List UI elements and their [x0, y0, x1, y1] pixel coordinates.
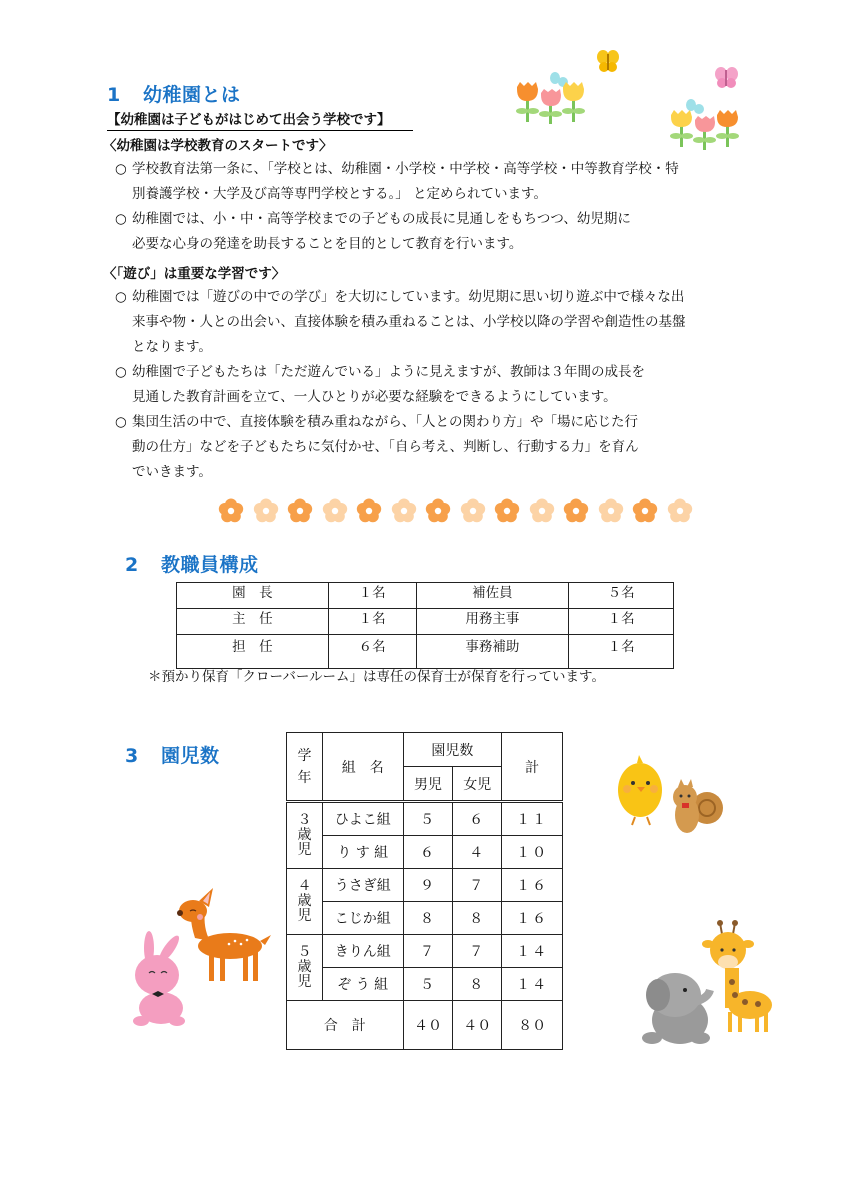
- tulips-butterflies-illustration: [505, 45, 755, 155]
- grade-label-char: 歳: [297, 959, 312, 975]
- total-header: 計: [502, 733, 563, 802]
- bullet-line: 見通した教育計画を立て、一人ひとりが必要な経験をできるようにしています。: [132, 389, 617, 405]
- flower-light-icon: [253, 498, 279, 524]
- section2-heading: [125, 550, 259, 577]
- class-name: り す 組: [322, 836, 403, 869]
- chick-icon: [618, 755, 662, 825]
- flower-light-icon: [598, 498, 624, 524]
- class-row: [287, 902, 563, 935]
- topic2-bullet: [100, 360, 770, 410]
- bullet-mark: ○: [115, 289, 127, 305]
- bullet-mark: ○: [115, 211, 127, 227]
- bullet-line: 学校教育法第一条に、「学校とは、幼稚園・小学校・中学校・高等学校・中等教育学校・特: [132, 161, 679, 177]
- bullet-line: 必要な心身の発達を助長することを目的として教育を行います。: [132, 236, 523, 252]
- class-boys: ５: [403, 968, 453, 1001]
- butterfly-yellow-icon: [597, 50, 619, 72]
- section3-number: 3: [125, 745, 139, 767]
- section2-number: 2: [125, 554, 139, 576]
- flower-dark-icon: [494, 498, 520, 524]
- class-girls: ８: [453, 902, 502, 935]
- class-girls: ６: [453, 802, 502, 836]
- sum-total: ８０: [502, 1001, 563, 1050]
- staff-row: [177, 635, 674, 669]
- class-name: こじか組: [322, 902, 403, 935]
- bullet-line: でいきます。: [132, 464, 212, 480]
- boys-header: 男児: [403, 767, 453, 802]
- staff-note: ＊預かり保育「クローバールーム」は専任の保育士が保育を行っています。: [148, 669, 605, 685]
- class-boys: ７: [403, 935, 453, 968]
- bullet-line: 幼稚園では、小・中・高等学校までの子どもの成長に見通しをもちつつ、幼児期に: [132, 211, 631, 227]
- staff-count: １名: [328, 609, 416, 635]
- grade-label-char: 児: [297, 974, 312, 990]
- grade-header-char: 学: [297, 747, 312, 764]
- flower-light-icon: [529, 498, 555, 524]
- class-boys: ５: [403, 802, 453, 836]
- topic1-heading: 〈幼稚園は学校教育のスタートです〉: [103, 138, 333, 154]
- section1-number: 1: [107, 84, 121, 106]
- deer-rabbit-illustration: [125, 883, 275, 1033]
- class-name: ぞ う 組: [322, 968, 403, 1001]
- class-total: １６: [502, 902, 563, 935]
- grade-header-char: 年: [297, 769, 312, 786]
- tulip-icon: [670, 110, 693, 147]
- staff-table: [176, 582, 674, 669]
- flower-dark-icon: [425, 498, 451, 524]
- class-name: きりん組: [322, 935, 403, 968]
- section1-heading: [107, 80, 241, 107]
- staff-role: 用務主事: [416, 609, 569, 635]
- elephant-icon: [642, 973, 710, 1044]
- grade-label-char: ５: [297, 944, 312, 960]
- butterfly-pink-icon: [715, 67, 738, 88]
- grade-label-char: 児: [297, 908, 312, 924]
- topic1-body: [100, 157, 760, 257]
- deer-icon: [177, 888, 271, 981]
- topic1-bullet: [100, 157, 760, 207]
- class-boys: ８: [403, 902, 453, 935]
- section1-subtitle: 【幼稚園は子どもがはじめて出会う学校です】: [107, 108, 413, 131]
- tulip-group-left: [516, 82, 585, 124]
- flower-dark-icon: [356, 498, 382, 524]
- topic1-bullet: [100, 207, 760, 257]
- class-boys: ６: [403, 836, 453, 869]
- sum-boys: ４０: [403, 1001, 453, 1050]
- staff-role: 園 長: [177, 583, 329, 609]
- tulip-icon: [562, 82, 585, 122]
- class-row: [287, 802, 563, 836]
- topic2-bullet: [100, 285, 770, 360]
- bullet-line: 幼稚園で子どもたちは「ただ遊んでいる」ように見えますが、教師は３年間の成長を: [132, 364, 645, 380]
- class-name: ひよこ組: [322, 802, 403, 836]
- flower-light-icon: [391, 498, 417, 524]
- chick-squirrel-illustration: [605, 745, 730, 840]
- bullet-mark: ○: [115, 364, 127, 380]
- class-total: １４: [502, 935, 563, 968]
- bullet-line: 集団生活の中で、直接体験を積み重ねながら、「人との関わり方」や「場に応じた行: [132, 414, 638, 430]
- grade-label-char: 児: [297, 842, 312, 858]
- grade-label-char: 歳: [297, 827, 312, 843]
- staff-role: 主 任: [177, 609, 329, 635]
- tulip-icon: [716, 110, 739, 147]
- bullet-line: 来事や物・人との出会い、直接体験を積み重ねることは、小学校以降の学習や創造性の基盤: [132, 314, 686, 330]
- staff-count: １名: [569, 609, 674, 635]
- header-row: [287, 733, 563, 767]
- topic2-bullet: [100, 410, 770, 485]
- flower-dark-icon: [287, 498, 313, 524]
- flower-dark-icon: [218, 498, 244, 524]
- flower-light-icon: [460, 498, 486, 524]
- section2-title: 教職員構成: [161, 554, 259, 576]
- flower-divider: [218, 498, 698, 526]
- count-header: 園児数: [403, 733, 502, 767]
- section3-title: 園児数: [161, 745, 220, 767]
- tulip-icon: [539, 89, 562, 124]
- sum-label: 合 計: [287, 1001, 404, 1050]
- flower-dark-icon: [563, 498, 589, 524]
- class-total: １６: [502, 869, 563, 902]
- class-row: [287, 935, 563, 968]
- grade-label: [287, 935, 323, 1001]
- class-total: １０: [502, 836, 563, 869]
- enrollment-table: [286, 732, 563, 1050]
- bullet-line: となります。: [132, 339, 212, 355]
- class-girls: ７: [453, 935, 502, 968]
- girls-header: 女児: [453, 767, 502, 802]
- grade-label: [287, 802, 323, 869]
- class-total: １４: [502, 968, 563, 1001]
- staff-row: [177, 609, 674, 635]
- flower-light-icon: [322, 498, 348, 524]
- bullet-line: 幼稚園では「遊びの中での学び」を大切にしています。幼児期に思い切り遊ぶ中で様々な出: [132, 289, 685, 305]
- grade-label-char: 歳: [297, 893, 312, 909]
- flower-dark-icon: [632, 498, 658, 524]
- staff-role: 担 任: [177, 635, 329, 669]
- staff-role: 事務補助: [416, 635, 569, 669]
- grade-header: [287, 733, 323, 802]
- bullet-mark: ○: [115, 414, 127, 430]
- staff-role: 補佐員: [416, 583, 569, 609]
- bullet-mark: ○: [115, 161, 127, 177]
- flower-light-icon: [667, 498, 693, 524]
- section1-title: 幼稚園とは: [143, 84, 241, 106]
- section3-heading: [125, 741, 220, 768]
- sum-girls: ４０: [453, 1001, 502, 1050]
- staff-count: ６名: [328, 635, 416, 669]
- sum-row: [287, 1001, 563, 1050]
- topic2-heading: 〈「遊び」は重要な学習です〉: [103, 266, 286, 282]
- class-row: [287, 836, 563, 869]
- giraffe-icon: [702, 920, 772, 1032]
- bullet-line: 別養護学校・大学及び高等専門学校とする。」 と定められています。: [132, 186, 547, 202]
- class-header: 組 名: [322, 733, 403, 802]
- class-boys: ９: [403, 869, 453, 902]
- class-row: [287, 869, 563, 902]
- grade-label-char: ４: [297, 878, 312, 894]
- class-girls: ８: [453, 968, 502, 1001]
- rabbit-icon: [133, 931, 185, 1026]
- class-girls: ４: [453, 836, 502, 869]
- class-name: うさぎ組: [322, 869, 403, 902]
- staff-count: ５名: [569, 583, 674, 609]
- staff-row: [177, 583, 674, 609]
- staff-count: １名: [569, 635, 674, 669]
- squirrel-icon: [673, 779, 723, 833]
- grade-label-char: ３: [297, 812, 312, 828]
- staff-count: １名: [328, 583, 416, 609]
- giraffe-elephant-illustration: [640, 920, 780, 1050]
- tulip-icon: [693, 116, 716, 150]
- bullet-line: 動の仕方」などを子どもたちに気付かせ、「自ら考え、判断し、行動する力」を育ん: [132, 439, 639, 455]
- tulip-icon: [516, 82, 539, 122]
- topic2-body: [100, 285, 770, 485]
- tulip-group-right: [670, 110, 739, 150]
- class-total: １１: [502, 802, 563, 836]
- grade-label: [287, 869, 323, 935]
- class-row: [287, 968, 563, 1001]
- class-girls: ７: [453, 869, 502, 902]
